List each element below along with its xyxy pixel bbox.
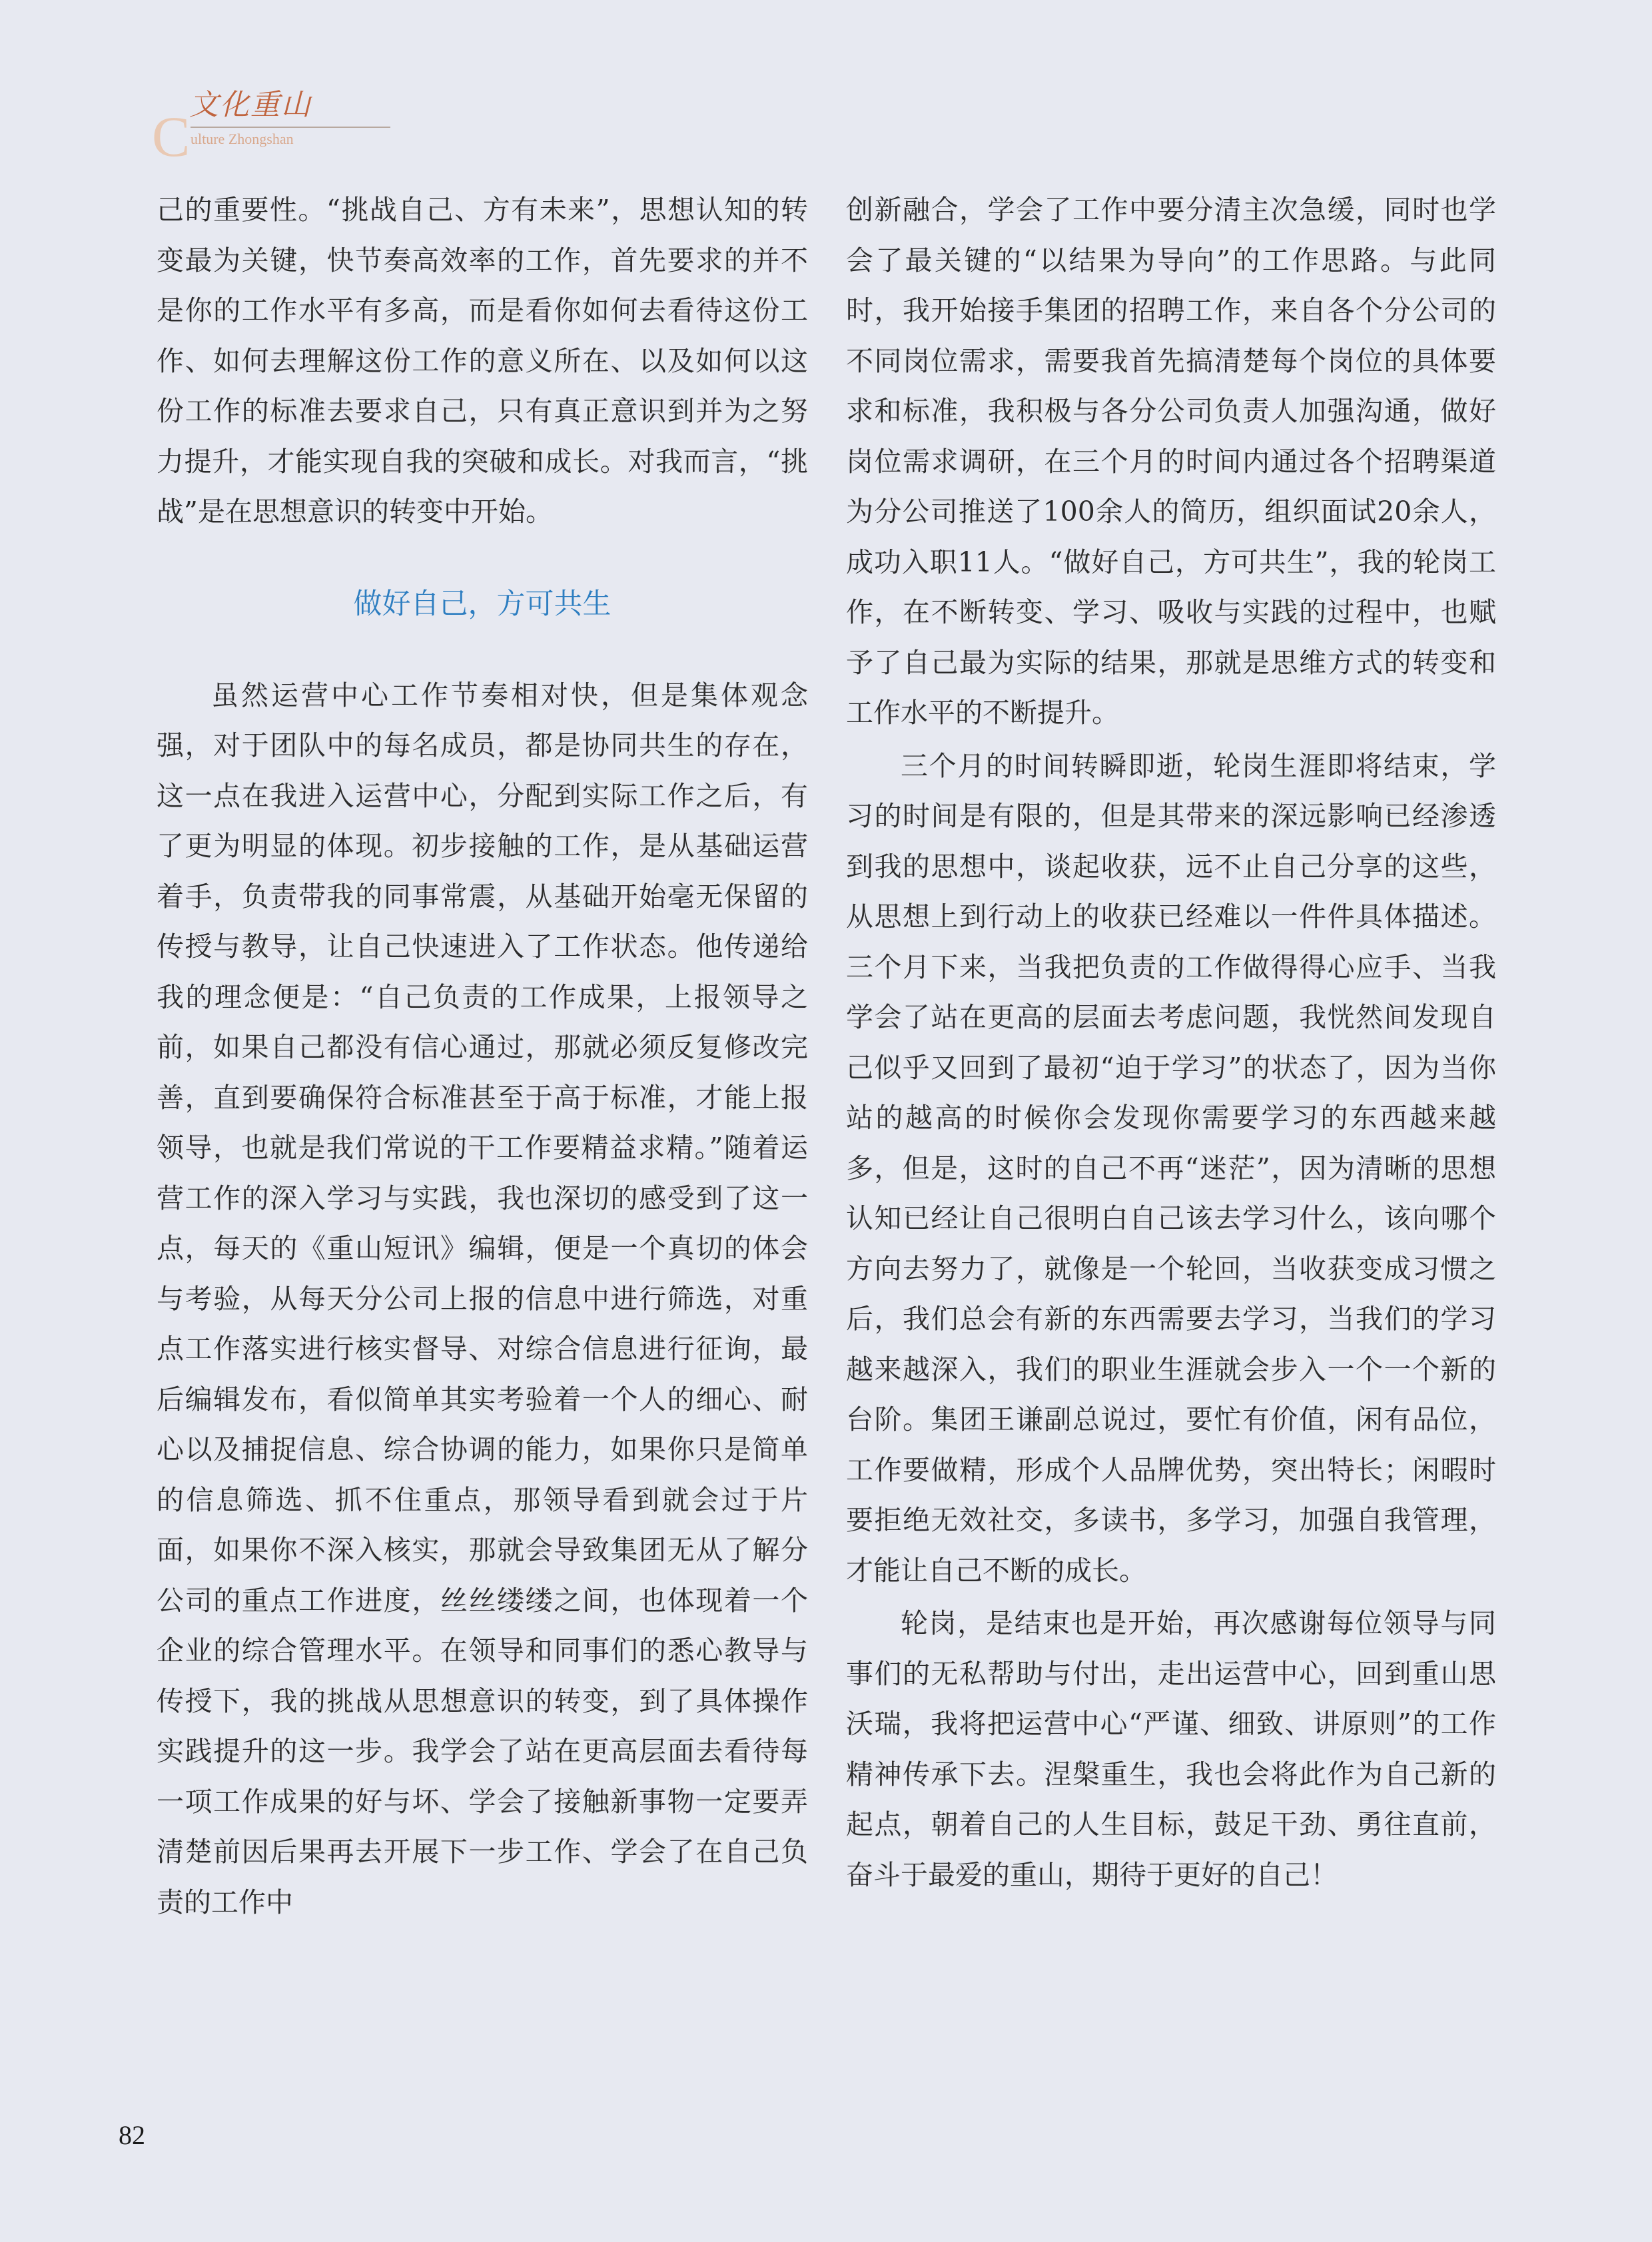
right-paragraph-1: 创新融合，学会了工作中要分清主次急缓，同时也学会了最关键的“以结果为导向”的工作思路。与此同时，我开始接手集团的招聘工作，来自各个分公司的不同岗位需求，需要我首先搞清楚每个岗位的具体要求和标准，我积极与各分公司负责人加强沟通，做好岗位需求调研，在三个月的时间内通过各个招聘渠道为分公司推送了100余人的简历，组织面试20余人，成功入职11人。“做好自己，方可共生”，我的轮岗工作，在不断转变、学习、吸收与实践的过程中，也赋予了自己最为实际的结果，那就是思维方式的转变和工作水平的不断提升。 (846, 194, 1496, 729)
header-logo-text: 文化重山 (189, 88, 312, 122)
left-paragraph-2: 虽然运营中心工作节奏相对快，但是集体观念强，对于团队中的每名成员，都是协同共生的存在，这一点在我进入运营中心，分配到实际工作之后，有了更为明显的体现。初步接触的工作，是从基础运营着手，负责带我的同事常震，从基础开始毫无保留的传授与教导，让自己快速进入了工作状态。他传递给我的理念便是：“自己负责的工作成果，上报领导之前，如果自己都没有信心通过，那就必须反复修改完善，直到要确保符合标准甚至于高于标准，才能上报领导，也就是我们常说的干工作要精益求精。”随着运营工作的深入学习与实践，我也深切的感受到了这一点，每天的《重山短讯》编辑，便是一个真切的体会与考验，从每天分公司上报的信息中进行筛选，对重点工作落实进行核实督导、对综合信息进行征询，最后编辑发布，看似简单其实考验着一个人的细心、耐心以及捕捉信息、综合协调的能力，如果你只是简单的信息筛选、抓不住重点，那领导看到就会过于片面，如果你不深入核实，那就会导致集团无从了解分公司的重点工作进度，丝丝缕缕之间，也体现着一个企业的综合管理水平。在领导和同事们的悉心教导与传授下，我的挑战从思想意识的转变，到了具体操作实践提升的这一步。我学会了站在更高层面去看待每一项工作成果的好与坏、学会了接触新事物一定要弄清楚前因后果再去开展下一步工作、学会了在自己负责的工作中 (157, 679, 808, 1918)
right-paragraph-3: 轮岗，是结束也是开始，再次感谢每位领导与同事们的无私帮助与付出，走出运营中心，回到重山思沃瑞，我将把运营中心“严谨、细致、讲原则”的工作精神传承下去。涅槃重生，我也会将此作为自己新的起点，朝着自己的人生目标，鼓足干劲、勇往直前，奋斗于最爱的重山，期待于更好的自己！ (846, 1607, 1496, 1891)
left-column (157, 185, 808, 1928)
page-number: 82 (119, 2120, 145, 2150)
magazine-header (152, 88, 398, 169)
header-subtitle: ulture Zhongshan (191, 131, 294, 147)
section-title: 做好自己，方可共生 (353, 587, 612, 621)
right-paragraph-2: 三个月的时间转瞬即逝，轮岗生涯即将结束，学习的时间是有限的，但是其带来的深远影响已经渗透到我的思想中，谈起收获，远不止自己分享的这些，从思想上到行动上的收获已经难以一件件具体描述。三个月下来，当我把负责的工作做得得心应手、当我学会了站在更高的层面去考虑问题，我恍然间发现自己似乎又回到了最初“迫于学习”的状态了，因为当你站的越高的时候你会发现你需要学习的东西越来越多，但是，这时的自己不再“迷茫”，因为清晰的思想认知已经让自己很明白自己该去学习什么，该向哪个方向去努力了，就像是一个轮回，当收获变成习惯之后，我们总会有新的东西需要去学习，当我们的学习越来越深入，我们的职业生涯就会步入一个一个新的台阶。集团王谦副总说过，要忙有价值，闲有品位，工作要做精，形成个人品牌优势，突出特长；闲暇时要拒绝无效社交，多读书，多学习，加强自我管理，才能让自己不断的成长。 (846, 749, 1496, 1587)
right-column (846, 185, 1496, 1900)
header-logo-letter: C (152, 105, 191, 169)
left-paragraph-1: 己的重要性。“挑战自己、方有未来”，思想认知的转变最为关键，快节奏高效率的工作，首先要求的并不是你的工作水平有多高，而是看你如何去看待这份工作、如何去理解这份工作的意义所在、以及如何以这份工作的标准去要求自己，只有真正意识到并为之努力提升，才能实现自我的突破和成长。对我而言，“挑战”是在思想意识的转变中开始。 (157, 194, 808, 528)
header-divider (191, 127, 390, 128)
